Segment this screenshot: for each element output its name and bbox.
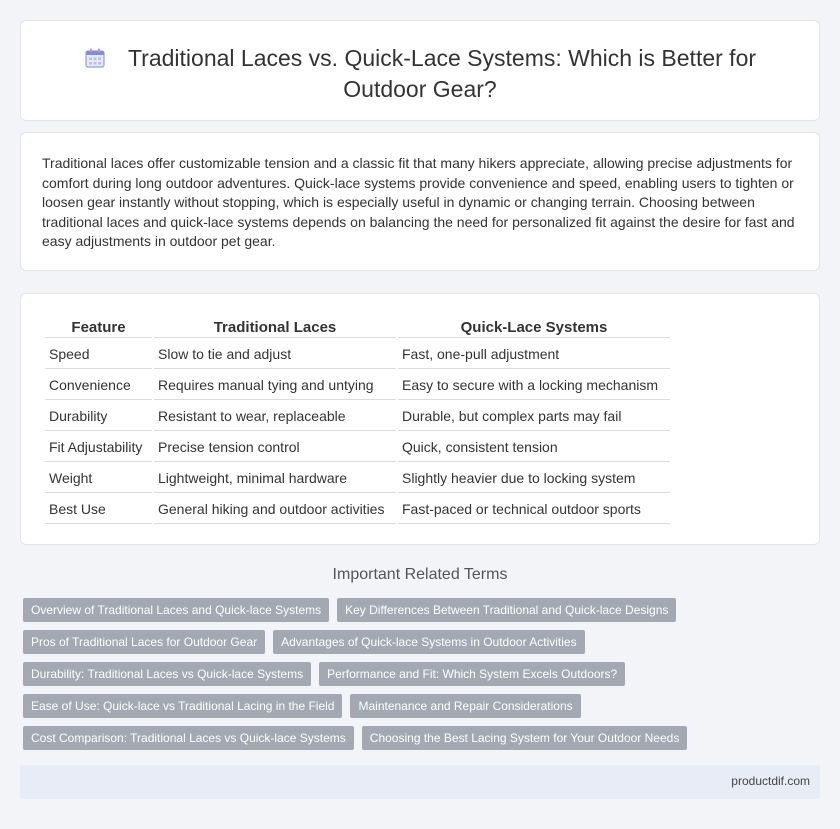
calendar-icon [84,47,106,69]
table-cell: Slightly heavier due to locking system [398,464,670,493]
table-cell: Precise tension control [154,433,396,462]
column-header-quick-lace: Quick-Lace Systems [398,317,670,338]
table-cell: Easy to secure with a locking mechanism [398,371,670,400]
column-header-traditional: Traditional Laces [154,317,396,338]
table-row [45,464,670,493]
table-cell: Fit Adjustability [45,433,152,462]
table-cell: Durability [45,402,152,431]
table-cell: Quick, consistent tension [398,433,670,462]
footer [20,765,820,799]
column-header-feature: Feature [45,317,152,338]
related-terms-heading: Important Related Terms [332,566,508,583]
tag-row [23,726,803,750]
tag-row [23,630,803,654]
related-term-link[interactable]: Maintenance and Repair Considerations [350,694,580,718]
footer-site-name: productdif.com [731,774,810,788]
intro-paragraph: Traditional laces offer customizable tension and a classic fit that many hikers appreciate, allowing precise adjustments for comfort during long outdoor adventures. Quick-lace systems provide convenience and speed, enabling users to tighten or loosen gear instantly without stopping, which is especially useful in dynamic or changing terrain. Choosing between traditional laces and quick-lace systems depends on balancing the need for personalized fit against the desire for fast and easy adjustments in outdoor pet gear. [42,155,795,249]
table-cell: Resistant to wear, replaceable [154,402,396,431]
related-term-link[interactable]: Advantages of Quick-lace Systems in Outdoor Activities [273,630,584,654]
comparison-table [43,315,672,526]
table-cell: Best Use [45,495,152,524]
table-cell: Lightweight, minimal hardware [154,464,396,493]
related-term-link[interactable]: Pros of Traditional Laces for Outdoor Gear [23,630,265,654]
table-cell: Requires manual tying and untying [154,371,396,400]
related-term-link[interactable]: Choosing the Best Lacing System for Your Outdoor Needs [362,726,688,750]
table-row [45,340,670,369]
table-cell: Durable, but complex parts may fail [398,402,670,431]
page-title-text: Traditional Laces vs. Quick-Lace Systems: Which is Better for Outdoor Gear? [127,45,757,102]
table-header-row [45,317,670,338]
comparison-card [20,293,820,545]
table-cell: Fast-paced or technical outdoor sports [398,495,670,524]
related-terms-list [23,598,803,758]
table-row [45,402,670,431]
related-term-link[interactable]: Performance and Fit: Which System Excels Outdoors? [319,662,625,686]
tag-row [23,662,803,686]
table-row [45,371,670,400]
table-cell: Fast, one-pull adjustment [398,340,670,369]
tag-row [23,598,803,622]
related-term-link[interactable]: Overview of Traditional Laces and Quick-lace Systems [23,598,329,622]
table-cell: Slow to tie and adjust [154,340,396,369]
table-row [45,495,670,524]
table-cell: Convenience [45,371,152,400]
tag-row [23,694,803,718]
table-cell: Speed [45,340,152,369]
related-term-link[interactable]: Durability: Traditional Laces vs Quick-lace Systems [23,662,311,686]
table-row [45,433,670,462]
page-title [21,43,819,105]
title-card [20,20,820,121]
related-term-link[interactable]: Cost Comparison: Traditional Laces vs Quick-lace Systems [23,726,354,750]
related-term-link[interactable]: Ease of Use: Quick-lace vs Traditional Lacing in the Field [23,694,342,718]
intro-card [20,132,820,271]
related-term-link[interactable]: Key Differences Between Traditional and Quick-lace Designs [337,598,676,622]
table-cell: Weight [45,464,152,493]
table-cell: General hiking and outdoor activities [154,495,396,524]
